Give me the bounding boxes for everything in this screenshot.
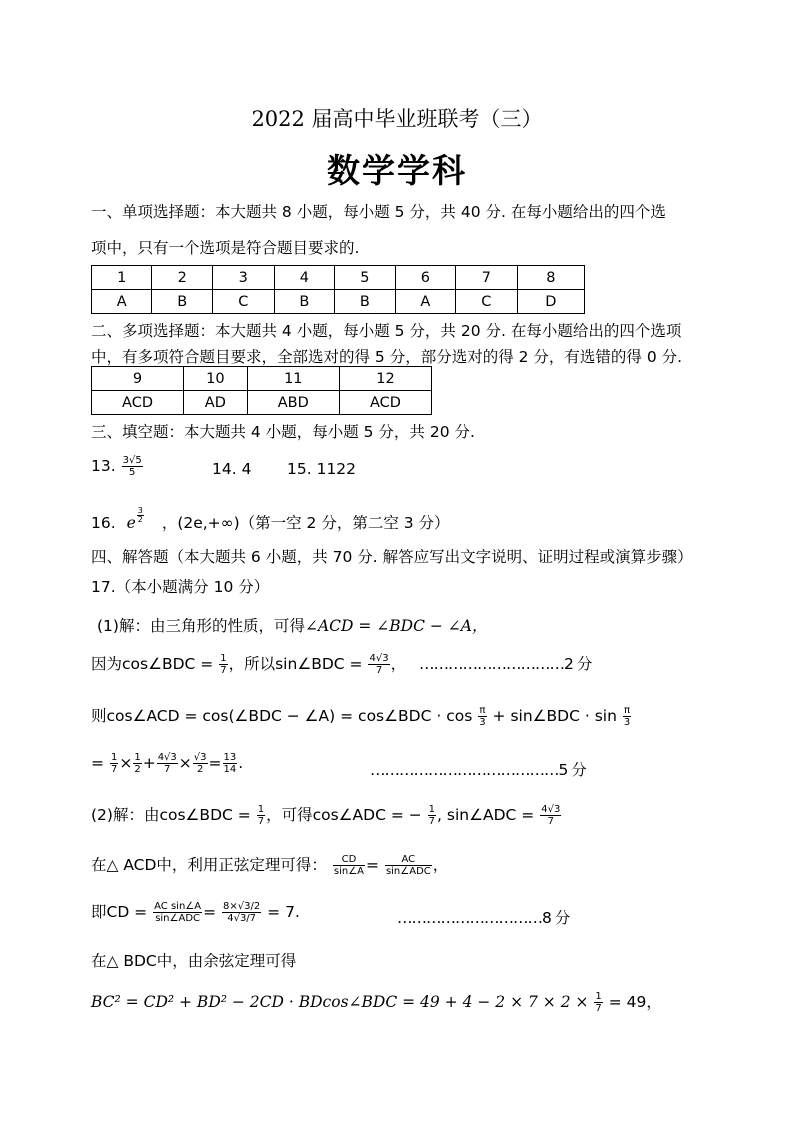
answer-13-fraction: $\frac{3√5}{5}$ bbox=[122, 455, 142, 478]
table-cell: ABD bbox=[247, 391, 339, 415]
solution-line-5: (2)解：由cos∠BDC = $\frac{1}{7}$ ，可得cos∠ADC = − $\frac{1}{7}$ , sin∠ADC = $\frac{4√3}{7}$ bbox=[91, 804, 561, 827]
exam-title: 2022 届高中毕业班联考（三） bbox=[251, 107, 543, 131]
section3-heading: 三、填空题：本大题共 4 小题，每小题 5 分，共 20 分. bbox=[91, 423, 475, 441]
table-cell: 2 bbox=[152, 266, 213, 290]
solution-line-9: BC² = CD² + BD² − 2CD · BDcos∠BDC = 49 + 4 − 2 × 7 × 2 × $\frac{1}{7}$ = 49， bbox=[91, 991, 662, 1014]
answer-16-base: e bbox=[126, 514, 136, 533]
table-cell: 11 bbox=[247, 367, 339, 391]
section2-heading-line1: 二、多项选择题：本大题共 4 小题，每小题 5 分，共 20 分. 在每小题给出的四个选项 bbox=[91, 322, 682, 340]
question-number-row bbox=[92, 266, 585, 290]
answer-16-label: 16. bbox=[91, 514, 116, 533]
answer-13 bbox=[91, 455, 144, 478]
solution-line-8: 在△ BDC中，由余弦定理可得 bbox=[91, 952, 297, 970]
table-cell: B bbox=[274, 290, 335, 314]
answer-13-label: 13. bbox=[91, 457, 116, 475]
question-17-title: 17.（本小题满分 10 分） bbox=[91, 578, 270, 596]
solution-line-4: = $\frac{1}{7}$ × $\frac{1}{2}$ + $\frac{4√3}{7}$ × $\frac{√3}{2}$ = $\frac{13}{14}$ . bbox=[91, 752, 244, 775]
section2-heading-line2: 中，有多项符合题目要求，全部选对的得 5 分，部分选对的得 2 分，有选错的得 0 分. bbox=[91, 348, 683, 366]
table-cell: ACD bbox=[339, 391, 431, 415]
section4-heading: 四、解答题（本大题共 6 小题，共 70 分. 解答应写出文字说明、证明过程或演算步骤） bbox=[91, 548, 693, 566]
solution-line-1: (1)解：由三角形的性质，可得∠ACD = ∠BDC − ∠A， bbox=[97, 617, 488, 635]
subject-title: 数学学科 bbox=[327, 151, 467, 190]
table-cell: 10 bbox=[184, 367, 248, 391]
score-marker-5: …………………………………5 分 bbox=[370, 761, 586, 779]
table-cell: 6 bbox=[395, 266, 455, 290]
table-cell: C bbox=[212, 290, 274, 314]
answer-15: 15. 1122 bbox=[287, 460, 357, 478]
answer-16 bbox=[91, 507, 450, 533]
solution-line-6: 在△ ACD中，利用正弦定理可得： $\frac{CD}{\sin\angle A}$ = $\frac{AC}{\text{sin∠ADC}}$ ， bbox=[91, 854, 449, 877]
table-cell: 1 bbox=[92, 266, 152, 290]
table-cell: ACD bbox=[92, 391, 184, 415]
table-cell: 7 bbox=[456, 266, 518, 290]
answer-row bbox=[92, 391, 432, 415]
score-marker-8: …………………………8 分 bbox=[397, 909, 570, 927]
solution-line-3: 则cos∠ACD = cos(∠BDC − ∠A) = cos∠BDC · cos $\frac{\pi}{3}$ + sin∠BDC · sin $\frac{\pi}{3}$ bbox=[91, 705, 631, 728]
table-cell: B bbox=[335, 290, 396, 314]
answer-16-rest: ，(2e,+∞)（第一空 2 分，第二空 3 分） bbox=[161, 514, 450, 533]
table-cell: AD bbox=[184, 391, 248, 415]
table-cell: B bbox=[152, 290, 213, 314]
table-cell: A bbox=[92, 290, 152, 314]
table-cell: C bbox=[456, 290, 518, 314]
multiple-choice-answer-table bbox=[91, 366, 432, 415]
table-cell: A bbox=[395, 290, 455, 314]
solution-line-2: 因为cos∠BDC = $\frac{1}{7}$ ，所以sin∠BDC = $\frac{4√3}{7}$ ， …………………………2 分 bbox=[91, 653, 592, 676]
table-cell: 12 bbox=[339, 367, 431, 391]
answer-14: 14. 4 bbox=[212, 460, 252, 478]
table-cell: 5 bbox=[335, 266, 396, 290]
question-number-row bbox=[92, 367, 432, 391]
answer-16-exponent: $\frac{3}{2}$ bbox=[137, 506, 143, 524]
table-cell: 3 bbox=[212, 266, 274, 290]
table-cell: D bbox=[517, 290, 584, 314]
answer-row bbox=[92, 290, 585, 314]
single-choice-answer-table bbox=[91, 265, 585, 314]
table-cell: 4 bbox=[274, 266, 335, 290]
table-cell: 8 bbox=[517, 266, 584, 290]
solution-line-7: 即CD = $\frac{\text{AC sin∠A}}{\text{sin∠ADC}}$ = $\frac{8\times√3/2}{4√3/7}$ = 7. bbox=[91, 901, 300, 924]
table-cell: 9 bbox=[92, 367, 184, 391]
section1-heading-line1: 一、单项选择题：本大题共 8 小题，每小题 5 分，共 40 分. 在每小题给出的四个选 bbox=[91, 203, 666, 221]
section1-heading-line2: 项中，只有一个选项是符合题目要求的. bbox=[91, 239, 360, 257]
